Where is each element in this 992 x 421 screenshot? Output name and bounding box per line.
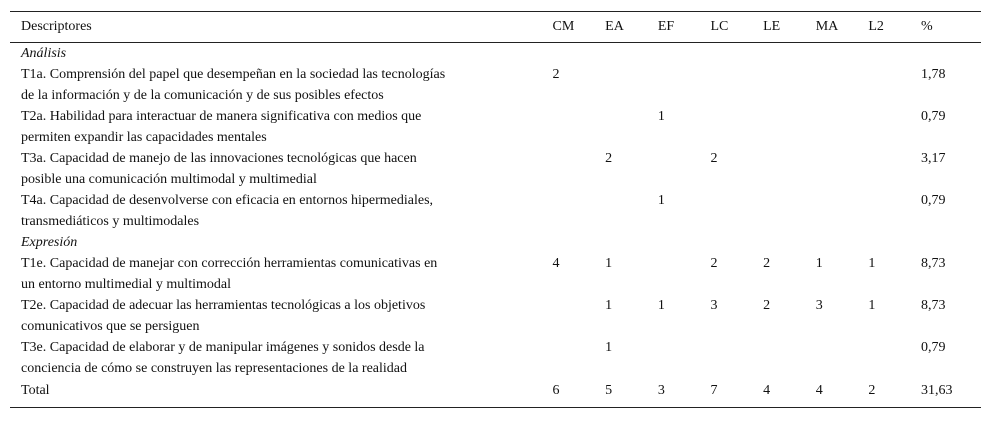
header-l2: L2: [868, 19, 884, 34]
header-le: LE: [763, 19, 781, 34]
cell-l2: [855, 148, 908, 190]
cell-ef: 1: [657, 193, 665, 208]
descriptors-table: [10, 11, 981, 408]
cell-ma: [803, 64, 856, 106]
descriptor-line: T3a. Capacidad de manejo de las innovaciones tecnológicas que hacen: [21, 151, 417, 166]
total-ea: 5: [605, 383, 613, 398]
cell-percent: 8,73: [921, 298, 946, 313]
cell-ea: 1: [605, 256, 613, 271]
section-title: Análisis: [21, 46, 67, 61]
cell-le: [750, 148, 803, 190]
header-descriptores: Descriptores: [21, 19, 92, 34]
table-row: [10, 295, 981, 337]
total-cm: 6: [552, 383, 560, 398]
table-body: [10, 43, 981, 408]
cell-lc: [697, 190, 750, 232]
descriptor-line: T1e. Capacidad de manejar con corrección herramientas comunicativas en: [21, 256, 438, 271]
descriptor-cell: [10, 148, 540, 190]
header-ea: EA: [605, 19, 624, 34]
cell-l2: [855, 106, 908, 148]
cell-ma: [803, 190, 856, 232]
cell-ea: [592, 190, 645, 232]
table-container: [10, 11, 981, 408]
descriptor-cell: [10, 106, 540, 148]
cell-ma: [803, 148, 856, 190]
cell-cm: 4: [552, 256, 560, 271]
section-title: Expresión: [21, 235, 78, 250]
descriptor-line: posible una comunicación multimodal y multimedial: [21, 171, 317, 187]
header-cm: CM: [552, 19, 575, 34]
descriptor-cell: [10, 337, 540, 379]
header-lc: LC: [710, 19, 729, 34]
cell-cm: [540, 148, 593, 190]
cell-percent: 0,79: [921, 193, 946, 208]
descriptor-line: transmediáticos y multimodales: [21, 213, 200, 229]
cell-ma: [803, 106, 856, 148]
descriptor-cell: [10, 190, 540, 232]
cell-lc: 3: [710, 298, 718, 313]
total-lc: 7: [710, 383, 718, 398]
cell-ea: 1: [605, 298, 613, 313]
cell-l2: [855, 337, 908, 379]
cell-lc: 2: [710, 151, 718, 166]
total-percent: 31,63: [921, 383, 953, 398]
table-row: [10, 106, 981, 148]
total-ma: 4: [815, 383, 823, 398]
total-row: [10, 379, 981, 407]
descriptor-cell: [10, 253, 540, 295]
descriptor-line: comunicativos que se persiguen: [21, 318, 200, 334]
cell-le: [750, 190, 803, 232]
descriptor-line: T2a. Habilidad para interactuar de manera significativa con medios que: [21, 109, 422, 124]
cell-le: [750, 337, 803, 379]
table-row: [10, 148, 981, 190]
cell-le: 2: [763, 298, 771, 313]
total-ef: 3: [657, 383, 665, 398]
cell-le: [750, 106, 803, 148]
descriptor-line: T1a. Comprensión del papel que desempeñan en la sociedad las tecnologías: [21, 67, 446, 82]
descriptor-line: T2e. Capacidad de adecuar las herramientas tecnológicas a los objetivos: [21, 298, 426, 313]
cell-ef: 1: [657, 109, 665, 124]
cell-ma: [803, 337, 856, 379]
section-row: [10, 43, 981, 65]
table-row: [10, 253, 981, 295]
total-le: 4: [763, 383, 771, 398]
cell-ef: 1: [657, 298, 665, 313]
cell-lc: 2: [710, 256, 718, 271]
cell-ef: [645, 148, 698, 190]
descriptor-line: T3e. Capacidad de elaborar y de manipular imágenes y sonidos desde la: [21, 340, 425, 355]
cell-ea: 1: [605, 340, 613, 355]
cell-ef: [645, 337, 698, 379]
cell-l2: [855, 64, 908, 106]
cell-percent: 8,73: [921, 256, 946, 271]
total-l2: 2: [868, 383, 876, 398]
cell-cm: [540, 106, 593, 148]
total-label: Total: [21, 383, 50, 398]
cell-percent: 3,17: [921, 151, 946, 166]
cell-lc: [697, 337, 750, 379]
header-percent: %: [921, 19, 933, 34]
table-row: [10, 64, 981, 106]
cell-ea: [592, 64, 645, 106]
cell-le: 2: [763, 256, 771, 271]
descriptor-line: de la información y de la comunicación y de sus posibles efectos: [21, 87, 384, 103]
cell-lc: [697, 106, 750, 148]
cell-l2: 1: [868, 256, 876, 271]
cell-ma: 3: [815, 298, 823, 313]
cell-lc: [697, 64, 750, 106]
cell-ea: 2: [605, 151, 613, 166]
table-row: [10, 190, 981, 232]
descriptor-line: un entorno multimedial y multimodal: [21, 276, 231, 292]
descriptor-line: T4a. Capacidad de desenvolverse con eficacia en entornos hipermediales,: [21, 193, 434, 208]
descriptor-cell: [10, 64, 540, 106]
cell-cm: 2: [552, 67, 560, 82]
descriptor-line: permiten expandir las capacidades mentales: [21, 129, 267, 145]
cell-percent: 0,79: [921, 340, 946, 355]
header-ma: MA: [815, 19, 839, 34]
descriptor-cell: [10, 295, 540, 337]
section-row: [10, 232, 981, 253]
cell-ef: [645, 64, 698, 106]
cell-ea: [592, 106, 645, 148]
cell-l2: 1: [868, 298, 876, 313]
descriptor-line: conciencia de cómo se construyen las representaciones de la realidad: [21, 360, 407, 376]
cell-ef: [645, 253, 698, 295]
cell-ma: 1: [815, 256, 823, 271]
cell-percent: 0,79: [921, 109, 946, 124]
cell-l2: [855, 190, 908, 232]
cell-cm: [540, 295, 593, 337]
cell-percent: 1,78: [921, 67, 946, 82]
table-row: [10, 337, 981, 379]
header-row: [10, 12, 981, 43]
header-ef: EF: [657, 19, 675, 34]
cell-le: [750, 64, 803, 106]
cell-cm: [540, 337, 593, 379]
cell-cm: [540, 190, 593, 232]
